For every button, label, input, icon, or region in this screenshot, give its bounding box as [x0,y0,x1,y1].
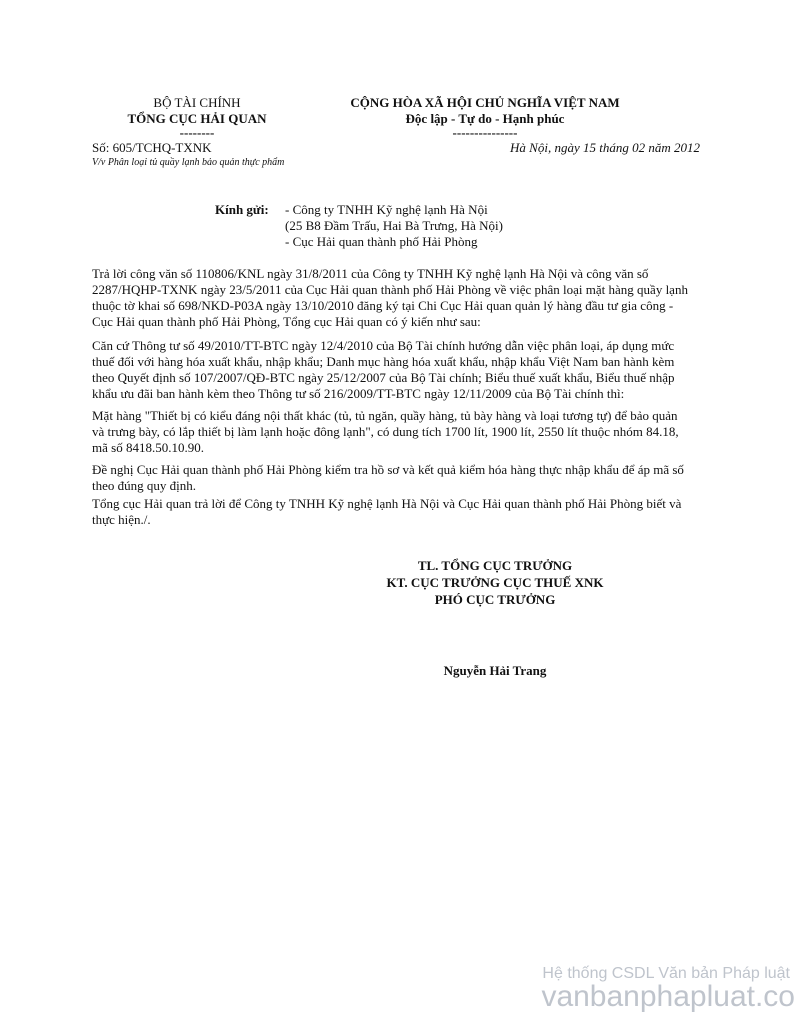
body-paragraph: Trả lời công văn số 110806/KNL ngày 31/8/2011 của Công ty TNHH Kỹ nghệ lạnh Hà Nội và công văn số 2287/HQHP-TXNK ngày 23/5/2011 của Cục Hải quan thành phố Hải Phòng về việc phân loại mặt hàng quầy lạnh thuộc tờ khai số 698/NKD-P03A ngày 13/10/2010 đăng ký tại Chi Cục Hải quan quản lý hàng đầu tư gia công - Cục Hải quan thành phố Hải Phòng, Tổng cục Hải quan có ý kiến như sau: [92,266,688,329]
signature-title-1: TL. TỔNG CỤC TRƯỞNG [417,558,573,573]
body-paragraph: Đề nghị Cục Hải quan thành phố Hải Phòng kiểm tra hồ sơ và kết quả kiểm hóa hàng thực nhập khẩu để áp mã số theo đúng quy định. [92,462,684,493]
watermark-caption: Hệ thống CSDL Văn bản Pháp luật [542,965,790,982]
document-subject: V/v Phân loại tủ quầy lạnh bảo quản thực phẩm [92,157,285,168]
signature-title-2: KT. CỤC TRƯỞNG CỤC THUẾ XNK [386,575,604,590]
national-motto: Độc lập - Tự do - Hạnh phúc [405,111,565,126]
body-paragraph: Tổng cục Hải quan trả lời để Công ty TNHH Kỹ nghệ lạnh Hà Nội và Cục Hải quan thành phố Hải Phòng biết và thực hiện./. [92,496,682,527]
department-name: TỔNG CỤC HẢI QUAN [127,111,267,126]
body-paragraph: Căn cứ Thông tư số 49/2010/TT-BTC ngày 12/4/2010 của Bộ Tài chính hướng dẫn việc phân loại, áp dụng mức thuế đối với hàng hóa xuất khẩu, nhập khẩu; Danh mục hàng hóa xuất khẩu, nhập khẩu Việt Nam ban hành kèm theo Quyết định số 107/2007/QĐ-BTC ngày 25/12/2007 của Bộ Tài chính; Biểu thuế xuất khẩu, Biểu thuế nhập khẩu ưu đãi ban hành kèm theo Thông tư số 216/2009/TT-BTC ngày 12/11/2009 của Bộ Tài chính thì: [92,338,675,401]
signer-name: Nguyễn Hải Trang [443,663,547,678]
ministry-name: BỘ TÀI CHÍNH [153,95,241,110]
issuer-divider: -------- [179,125,215,140]
national-divider: --------------- [452,125,518,140]
watermark-site: vanbanphapluat.co [541,980,795,1013]
place-date: Hà Nội, ngày 15 tháng 02 năm 2012 [510,140,700,155]
recipients-list [285,202,645,250]
document-number: Số: 605/TCHQ-TXNK [92,140,212,155]
country-name: CỘNG HÒA XÃ HỘI CHỦ NGHĨA VIỆT NAM [350,95,620,110]
recipient-line: - Cục Hải quan thành phố Hải Phòng [285,234,478,249]
issuer-block [92,95,302,139]
body-paragraph: Mặt hàng "Thiết bị có kiểu đáng nội thất khác (tủ, tủ ngăn, quầy hàng, tủ bày hàng và loại tương tự) để bảo quản và trưng bày, có lắp thiết bị làm lạnh hoặc đông lạnh", có dung tích 1700 lít, 1900 lít, 2550 lít thuộc nhóm 84.18, mã số 8418.50.10.90. [92,408,679,455]
signature-block [345,557,645,608]
signature-title-3: PHÓ CỤC TRƯỞNG [434,592,556,607]
national-header [330,95,640,139]
recipient-line: - Công ty TNHH Kỹ nghệ lạnh Hà Nội [285,202,488,217]
recipient-address: (25 B8 Đầm Trấu, Hai Bà Trưng, Hà Nội) [285,218,503,233]
recipients-label: Kính gửi: [215,202,269,217]
